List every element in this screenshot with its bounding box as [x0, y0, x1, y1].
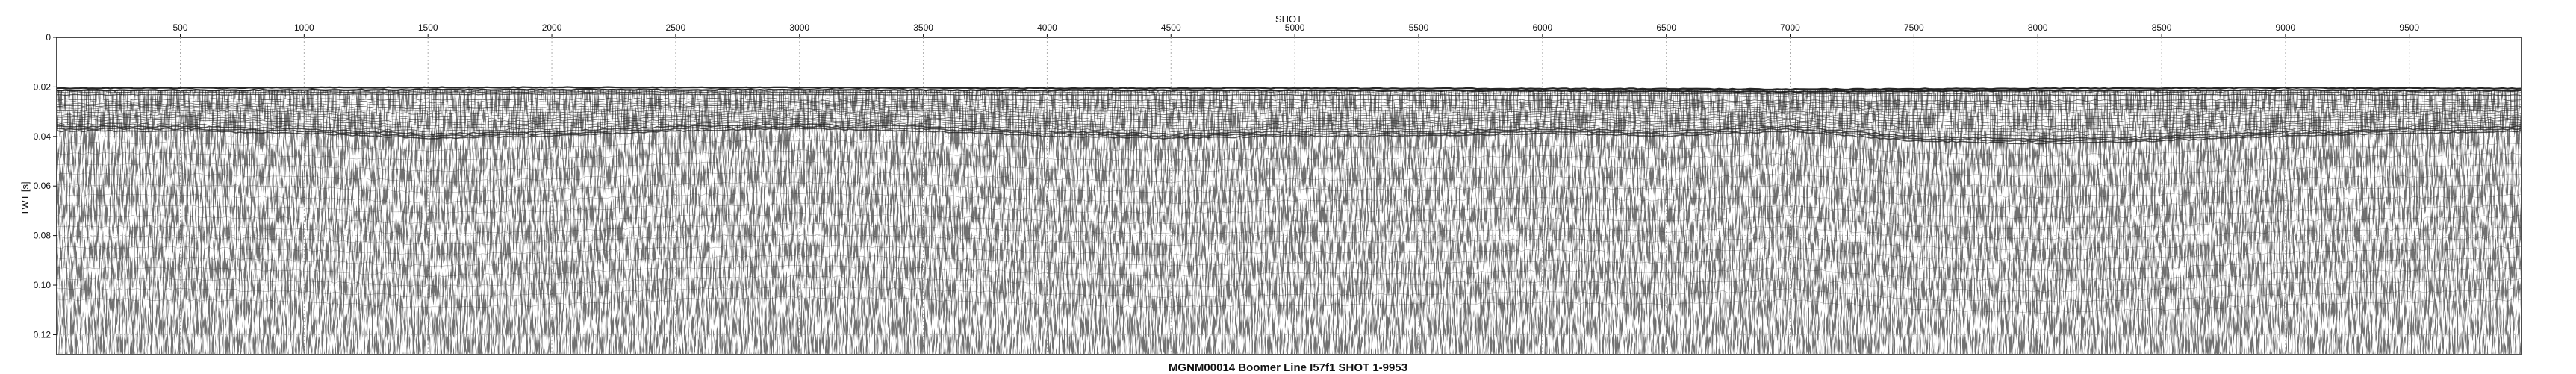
x-tick-label: 7500: [1904, 22, 1924, 33]
y-tick-label: 0.06: [33, 181, 51, 192]
y-tick-label: 0.08: [33, 230, 51, 241]
x-tick-label: 6000: [1532, 22, 1553, 33]
y-tick-label: 0.12: [33, 329, 51, 340]
x-tick-label: 4500: [1160, 22, 1181, 33]
x-tick-label: 1000: [294, 22, 314, 33]
x-tick-label: 8500: [2151, 22, 2172, 33]
y-tick-label: 0.04: [33, 131, 51, 142]
seismic-traces: [57, 87, 2521, 355]
y-axis-label: TWT [s]: [19, 181, 31, 216]
x-tick-label: 3500: [913, 22, 933, 33]
y-tick-label: 0.10: [33, 280, 51, 291]
x-tick-label: 3000: [789, 22, 810, 33]
x-axis-label: SHOT: [1275, 13, 1303, 25]
y-tick-label: 0.02: [33, 81, 51, 93]
x-tick-label: 6500: [1656, 22, 1677, 33]
x-tick-label: 4000: [1037, 22, 1057, 33]
x-tick-label: 500: [172, 22, 188, 33]
x-tick-label: 2500: [665, 22, 686, 33]
x-tick-label: 8000: [2027, 22, 2048, 33]
x-tick-label: 2000: [541, 22, 562, 33]
x-tick-label: 9000: [2275, 22, 2296, 33]
x-tick-label: 1500: [417, 22, 438, 33]
y-tick-label: 0: [46, 32, 51, 43]
x-tick-label: 5000: [1284, 22, 1305, 33]
x-tick-label: 5500: [1408, 22, 1429, 33]
chart-title: MGNM00014 Boomer Line I57f1 SHOT 1-9953: [1168, 361, 1408, 374]
x-tick-label: 7000: [1780, 22, 1800, 33]
x-tick-label: 9500: [2399, 22, 2420, 33]
